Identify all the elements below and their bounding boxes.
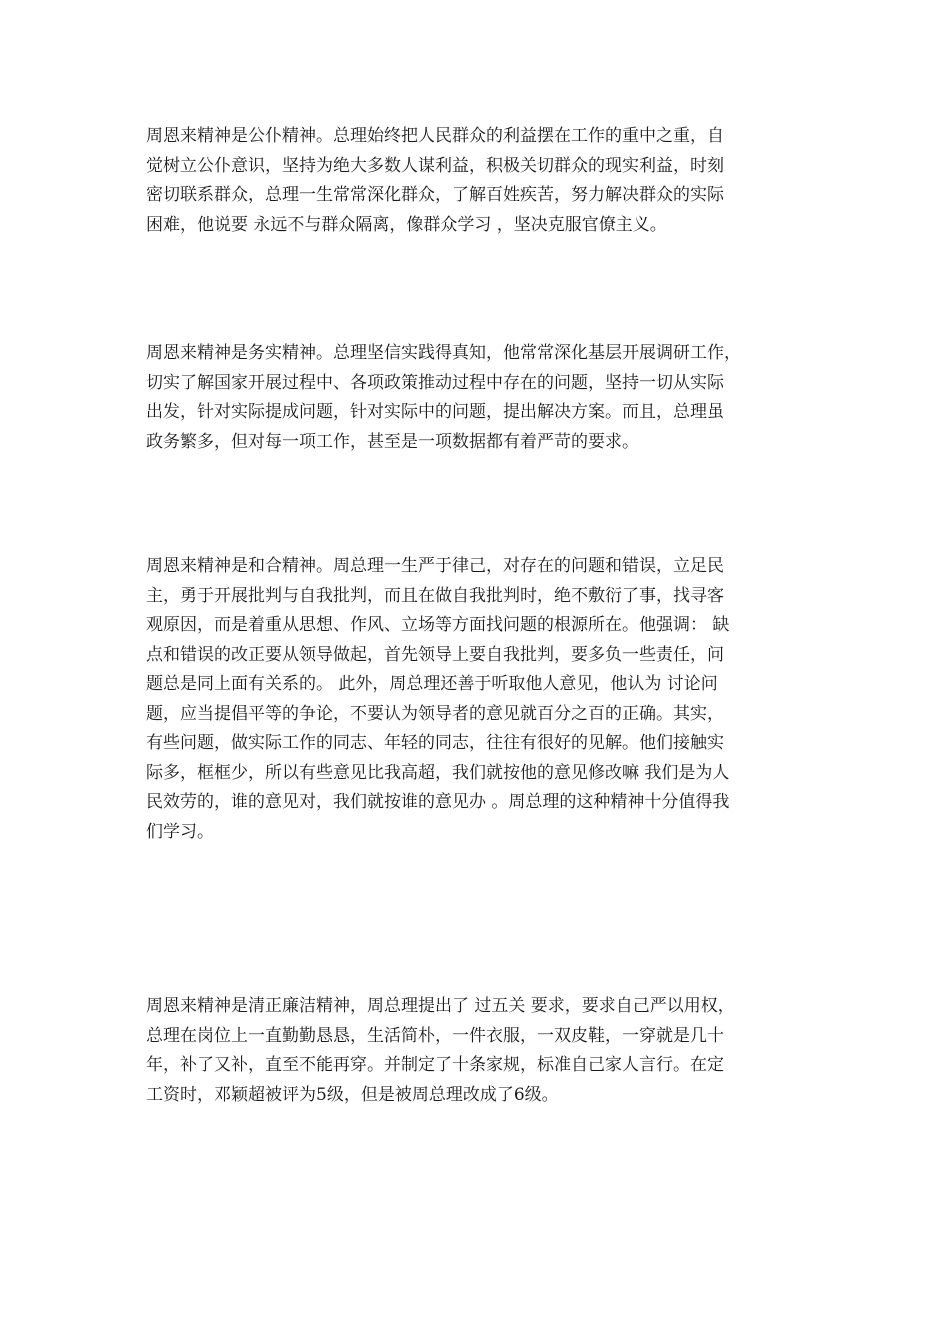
text-line: 观原因，而是着重从思想、作风、立场等方面找问题的根源所在。他强调： 缺: [146, 615, 730, 635]
paragraph-integrity-spirit: [146, 992, 816, 1110]
text-line: 总理在岗位上一直勤勤恳恳，生活简朴，一件衣服，一双皮鞋，一穿就是几十: [146, 1025, 724, 1046]
text-line: 政务繁多，但对每一项工作，甚至是一项数据都有着严苛的要求。: [146, 431, 639, 452]
text-line: 题总是同上面有关系的。 此外，周总理还善于听取他人意见，他认为 讨论问: [146, 674, 718, 694]
text-line: 年，补了又补，直至不能再穿。并制定了十条家规，标准自己家人言行。在定: [146, 1055, 724, 1075]
text-line: 周恩来精神是务实精神。总理坚信实践得真知，他常常深化基层开展调研工作，: [146, 343, 741, 363]
text-line: 切实了解国家开展过程中、各项政策推动过程中存在的问题，坚持一切从实际: [146, 372, 724, 393]
paragraph-harmony-spirit: [146, 552, 816, 847]
text-line: 困难，他说要 永远不与群众隔离，像群众学习 ，坚决克服官僚主义。: [146, 214, 667, 235]
text-line: 周恩来精神是清正廉洁精神，周总理提出了 过五关 要求，要求自己严以用权，: [146, 996, 735, 1016]
text-line: 主，勇于开展批判与自我批判，而且在做自我批判时，绝不敷衍了事，找寻客: [146, 585, 724, 606]
text-line: 点和错误的改正要从领导做起，首先领导上要自我批判，要多负一些责任，问: [146, 644, 724, 665]
text-line: 周恩来精神是和合精神。周总理一生严于律己，对存在的问题和错误，立足民: [146, 556, 724, 576]
paragraph-pragmatic-spirit: [146, 339, 816, 457]
text-line: 题，应当提倡平等的争论，不要认为领导者的意见就百分之百的正确。其实，: [146, 703, 724, 724]
paragraph-public-servant-spirit: [146, 122, 816, 240]
text-line: 密切联系群众，总理一生常常深化群众，了解百姓疾苦，努力解决群众的实际: [146, 185, 724, 205]
text-line: 工资时，邓颖超被评为5级，但是被周总理改成了6级。: [146, 1084, 559, 1105]
text-line: 觉树立公仆意识，坚持为绝大多数人谋利益，积极关切群众的现实利益，时刻: [146, 155, 724, 176]
text-line: 民效劳的，谁的意见对，我们就按谁的意见办 。周总理的这种精神十分值得我: [146, 792, 730, 812]
text-line: 们学习。: [146, 821, 214, 842]
text-line: 出发，针对实际提成问题，针对实际中的问题，提出解决方案。而且，总理虽: [146, 402, 724, 422]
text-line: 有些问题，做实际工作的同志、年轻的同志，往往有很好的见解。他们接触实: [146, 733, 724, 753]
text-line: 周恩来精神是公仆精神。总理始终把人民群众的利益摆在工作的重中之重，自: [146, 126, 724, 146]
text-line: 际多，框框少，所以有些意见比我高超，我们就按他的意见修改嘛 我们是为人: [146, 762, 730, 783]
